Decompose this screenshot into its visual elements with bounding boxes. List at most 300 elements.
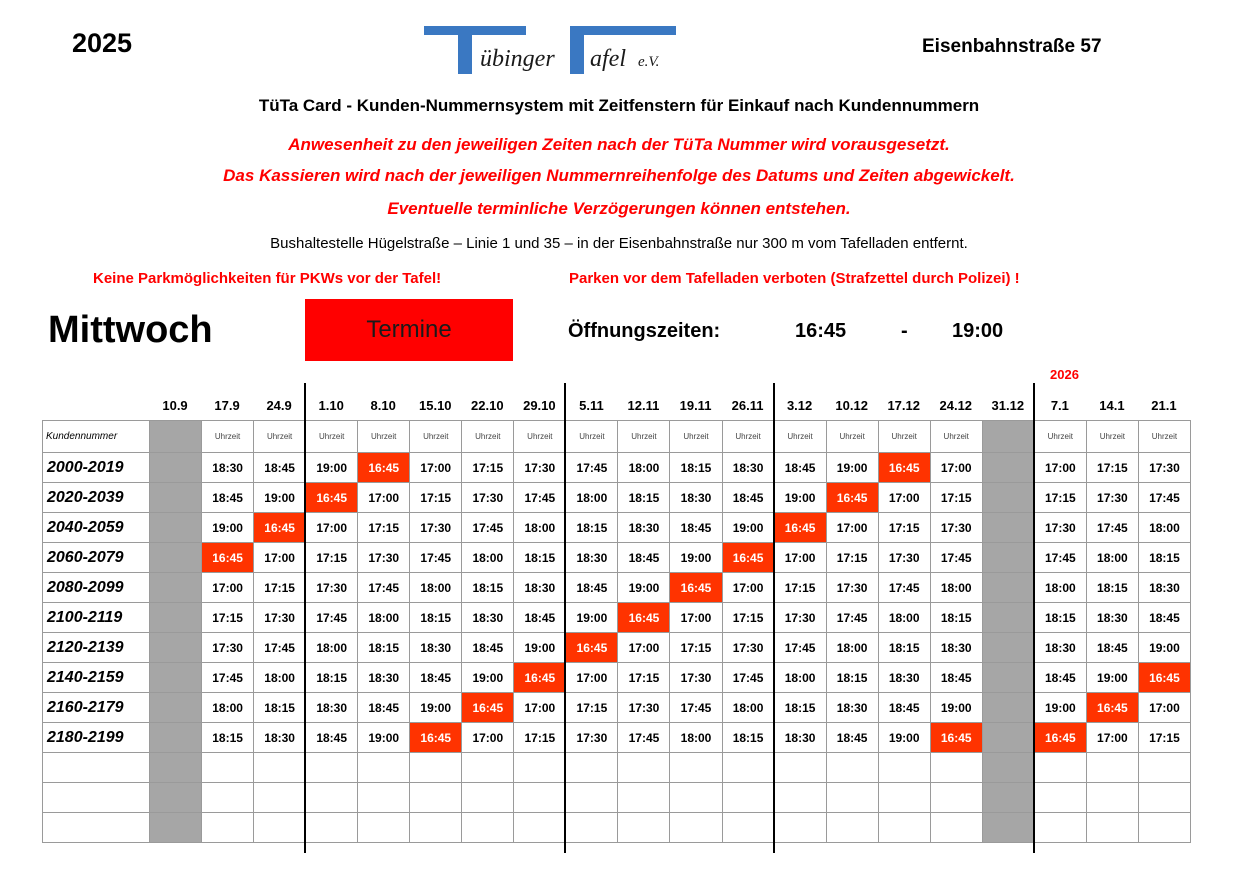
- time-column-header: Uhrzeit: [202, 421, 254, 453]
- time-cell: [410, 753, 462, 783]
- table-row: [43, 453, 1191, 483]
- date-header: 5.11: [579, 398, 604, 413]
- time-cell: 16:45: [722, 543, 774, 573]
- time-cell: 17:15: [774, 573, 826, 603]
- next-year-label: 2026: [1050, 367, 1079, 382]
- table-row: [43, 723, 1191, 753]
- time-cell: 17:30: [1086, 483, 1138, 513]
- time-cell: [254, 813, 306, 843]
- closed-cell: [150, 543, 202, 573]
- time-cell: 17:45: [670, 693, 722, 723]
- closed-cell: [150, 813, 202, 843]
- time-column-header: Uhrzeit: [462, 421, 514, 453]
- time-cell: [1086, 813, 1138, 843]
- time-cell: [1138, 783, 1190, 813]
- time-cell: 19:00: [514, 633, 566, 663]
- time-cell: [670, 783, 722, 813]
- time-cell: [306, 783, 358, 813]
- time-cell: 19:00: [930, 693, 982, 723]
- closed-cell: [982, 753, 1034, 783]
- time-column-header: Uhrzeit: [878, 421, 930, 453]
- customer-range: 2020-2039: [43, 483, 150, 513]
- time-cell: 17:30: [774, 603, 826, 633]
- date-header: 17.9: [214, 398, 240, 413]
- customer-range: 2160-2179: [43, 693, 150, 723]
- table-row: [43, 603, 1191, 633]
- time-cell: 18:30: [826, 693, 878, 723]
- time-cell: 17:15: [1086, 453, 1138, 483]
- time-cell: 17:15: [930, 483, 982, 513]
- table-row: [43, 813, 1191, 843]
- time-cell: 18:15: [826, 663, 878, 693]
- time-cell: 17:15: [566, 693, 618, 723]
- time-cell: 18:00: [670, 723, 722, 753]
- time-column-header: [150, 421, 202, 453]
- time-cell: 17:00: [774, 543, 826, 573]
- time-cell: [462, 813, 514, 843]
- time-column-header: Uhrzeit: [930, 421, 982, 453]
- time-cell: 17:30: [1138, 453, 1190, 483]
- time-cell: 18:30: [1034, 633, 1086, 663]
- time-cell: 17:00: [722, 573, 774, 603]
- time-cell: [254, 753, 306, 783]
- customer-range: 2140-2159: [43, 663, 150, 693]
- month-separator-line: [1033, 383, 1035, 853]
- time-cell: 18:30: [670, 483, 722, 513]
- time-cell: 18:45: [618, 543, 670, 573]
- time-cell: 17:30: [566, 723, 618, 753]
- time-cell: [774, 753, 826, 783]
- time-cell: [358, 783, 410, 813]
- time-cell: 17:00: [670, 603, 722, 633]
- date-header: 21.1: [1151, 398, 1177, 413]
- time-cell: 17:30: [462, 483, 514, 513]
- time-cell: 16:45: [774, 513, 826, 543]
- time-cell: [826, 783, 878, 813]
- time-cell: [358, 813, 410, 843]
- column-header-row: [43, 421, 1191, 453]
- time-cell: [1138, 753, 1190, 783]
- time-cell: 19:00: [670, 543, 722, 573]
- customer-range: 2000-2019: [43, 453, 150, 483]
- time-cell: [306, 813, 358, 843]
- table-row: [43, 783, 1191, 813]
- time-cell: 17:30: [306, 573, 358, 603]
- table-row: [43, 633, 1191, 663]
- time-cell: [1034, 813, 1086, 843]
- time-cell: [618, 783, 670, 813]
- table-row: [43, 543, 1191, 573]
- time-cell: 18:30: [358, 663, 410, 693]
- time-cell: 18:15: [1034, 603, 1086, 633]
- time-cell: 16:45: [1034, 723, 1086, 753]
- time-cell: 19:00: [1086, 663, 1138, 693]
- time-cell: 19:00: [618, 573, 670, 603]
- time-cell: 17:00: [462, 723, 514, 753]
- time-cell: 19:00: [566, 603, 618, 633]
- time-cell: [202, 783, 254, 813]
- time-cell: 18:45: [1086, 633, 1138, 663]
- date-header: 12.11: [627, 398, 660, 413]
- table-row: [43, 513, 1191, 543]
- time-cell: [1086, 753, 1138, 783]
- time-cell: 16:45: [358, 453, 410, 483]
- time-cell: [1086, 783, 1138, 813]
- time-cell: 17:00: [410, 453, 462, 483]
- time-cell: 18:30: [722, 453, 774, 483]
- weekday-title: Mittwoch: [48, 309, 213, 351]
- time-column-header: Uhrzeit: [358, 421, 410, 453]
- time-cell: 17:45: [878, 573, 930, 603]
- time-cell: 17:15: [1138, 723, 1190, 753]
- time-cell: 17:45: [254, 633, 306, 663]
- time-cell: 18:45: [306, 723, 358, 753]
- time-cell: 17:30: [618, 693, 670, 723]
- time-cell: 18:00: [722, 693, 774, 723]
- time-cell: 18:00: [774, 663, 826, 693]
- bus-info: Bushaltestelle Hügelstraße – Linie 1 und 35 – in der Eisenbahnstraße nur 300 m vom Tafelladen entfernt.: [270, 235, 968, 252]
- time-cell: 18:15: [254, 693, 306, 723]
- time-cell: 18:00: [1034, 573, 1086, 603]
- closed-cell: [982, 633, 1034, 663]
- time-column-header: Uhrzeit: [1138, 421, 1190, 453]
- time-column-header: Uhrzeit: [826, 421, 878, 453]
- svg-text:übinger: übinger: [480, 46, 555, 72]
- time-cell: 18:30: [1086, 603, 1138, 633]
- month-separator-line: [564, 383, 566, 853]
- closed-cell: [150, 663, 202, 693]
- time-cell: 17:45: [1034, 543, 1086, 573]
- table-row: [43, 483, 1191, 513]
- time-cell: 18:45: [930, 663, 982, 693]
- time-cell: [514, 783, 566, 813]
- time-cell: [722, 753, 774, 783]
- time-cell: 18:30: [462, 603, 514, 633]
- date-header: 31.12: [991, 398, 1025, 413]
- date-header: 8.10: [370, 398, 396, 413]
- time-cell: 17:00: [1138, 693, 1190, 723]
- time-cell: [514, 753, 566, 783]
- tuebinger-tafel-logo: [420, 20, 720, 78]
- notice-delays: Eventuelle terminliche Verzögerungen können entstehen.: [387, 199, 851, 218]
- time-cell: 18:00: [410, 573, 462, 603]
- closed-cell: [982, 543, 1034, 573]
- year-label: 2025: [72, 28, 133, 58]
- time-cell: 17:30: [410, 513, 462, 543]
- time-cell: 18:45: [826, 723, 878, 753]
- month-separator-line: [773, 383, 775, 853]
- customer-number-header: Kundennummer: [43, 421, 150, 453]
- time-cell: 17:30: [930, 513, 982, 543]
- opening-to: 19:00: [952, 320, 1004, 342]
- time-cell: 17:00: [514, 693, 566, 723]
- time-cell: 18:00: [566, 483, 618, 513]
- time-cell: 17:45: [306, 603, 358, 633]
- time-cell: 17:15: [254, 573, 306, 603]
- time-cell: 17:15: [722, 603, 774, 633]
- time-cell: [202, 813, 254, 843]
- time-cell: 18:30: [618, 513, 670, 543]
- time-cell: 17:45: [1086, 513, 1138, 543]
- time-cell: 16:45: [670, 573, 722, 603]
- date-header: 14.1: [1099, 398, 1125, 413]
- closed-cell: [982, 573, 1034, 603]
- closed-cell: [150, 633, 202, 663]
- table-row: [43, 573, 1191, 603]
- svg-text:e.V.: e.V.: [638, 54, 660, 70]
- time-cell: 17:00: [202, 573, 254, 603]
- time-cell: [930, 753, 982, 783]
- time-cell: [878, 753, 930, 783]
- time-cell: 17:15: [1034, 483, 1086, 513]
- time-cell: [566, 753, 618, 783]
- time-cell: 17:30: [202, 633, 254, 663]
- time-cell: 17:00: [1086, 723, 1138, 753]
- time-cell: 18:00: [1138, 513, 1190, 543]
- date-header: 26.11: [731, 398, 764, 413]
- time-cell: 18:15: [410, 603, 462, 633]
- time-cell: 19:00: [774, 483, 826, 513]
- date-header: 10.12: [835, 398, 868, 413]
- time-cell: 16:45: [202, 543, 254, 573]
- time-cell: [254, 783, 306, 813]
- time-cell: 18:00: [1086, 543, 1138, 573]
- time-cell: 19:00: [410, 693, 462, 723]
- time-cell: 18:45: [1138, 603, 1190, 633]
- parking-note-1: Keine Parkmöglichkeiten für PKWs vor der Tafel!: [93, 270, 442, 287]
- time-cell: 19:00: [1138, 633, 1190, 663]
- time-cell: 18:15: [670, 453, 722, 483]
- customer-range: 2040-2059: [43, 513, 150, 543]
- time-cell: [774, 783, 826, 813]
- time-column-header: Uhrzeit: [566, 421, 618, 453]
- time-column-header: Uhrzeit: [306, 421, 358, 453]
- time-cell: 17:15: [306, 543, 358, 573]
- time-cell: 17:30: [358, 543, 410, 573]
- time-cell: 16:45: [878, 453, 930, 483]
- time-cell: 18:30: [410, 633, 462, 663]
- opening-from: 16:45: [795, 320, 847, 342]
- closed-cell: [982, 783, 1034, 813]
- customer-range: 2080-2099: [43, 573, 150, 603]
- time-cell: 17:45: [722, 663, 774, 693]
- time-cell: 18:30: [566, 543, 618, 573]
- closed-cell: [150, 603, 202, 633]
- closed-cell: [150, 753, 202, 783]
- time-cell: 17:00: [566, 663, 618, 693]
- time-cell: 19:00: [826, 453, 878, 483]
- closed-cell: [982, 813, 1034, 843]
- time-cell: 18:30: [514, 573, 566, 603]
- time-cell: 17:15: [202, 603, 254, 633]
- time-cell: 18:45: [722, 483, 774, 513]
- time-cell: 19:00: [462, 663, 514, 693]
- time-cell: 18:00: [202, 693, 254, 723]
- time-cell: 17:15: [358, 513, 410, 543]
- closed-cell: [982, 663, 1034, 693]
- time-cell: 17:00: [618, 633, 670, 663]
- time-cell: 18:30: [1138, 573, 1190, 603]
- time-cell: 18:15: [1086, 573, 1138, 603]
- time-column-header: Uhrzeit: [514, 421, 566, 453]
- time-column-header: Uhrzeit: [1086, 421, 1138, 453]
- time-cell: 18:15: [514, 543, 566, 573]
- time-cell: 18:15: [774, 693, 826, 723]
- time-cell: 18:00: [878, 603, 930, 633]
- table-row: [43, 663, 1191, 693]
- closed-cell: [150, 693, 202, 723]
- time-cell: [1034, 753, 1086, 783]
- time-cell: 17:00: [826, 513, 878, 543]
- time-cell: 17:30: [878, 543, 930, 573]
- time-cell: 16:45: [514, 663, 566, 693]
- time-cell: 16:45: [462, 693, 514, 723]
- closed-cell: [982, 693, 1034, 723]
- time-cell: 19:00: [878, 723, 930, 753]
- time-cell: 16:45: [618, 603, 670, 633]
- date-header: 1.10: [318, 398, 344, 413]
- time-cell: 17:00: [254, 543, 306, 573]
- time-cell: 18:15: [618, 483, 670, 513]
- time-cell: 17:45: [930, 543, 982, 573]
- time-cell: 16:45: [254, 513, 306, 543]
- time-cell: 17:00: [1034, 453, 1086, 483]
- time-cell: 17:15: [618, 663, 670, 693]
- closed-cell: [150, 453, 202, 483]
- time-cell: [878, 813, 930, 843]
- address-label: Eisenbahnstraße 57: [922, 36, 1102, 57]
- time-cell: 18:45: [566, 573, 618, 603]
- time-column-header: Uhrzeit: [618, 421, 670, 453]
- closed-cell: [150, 723, 202, 753]
- parking-note-2: Parken vor dem Tafelladen verboten (Strafzettel durch Polizei) !: [569, 270, 1020, 287]
- time-cell: 18:45: [358, 693, 410, 723]
- time-column-header: Uhrzeit: [774, 421, 826, 453]
- time-cell: 18:15: [878, 633, 930, 663]
- time-cell: 17:00: [930, 453, 982, 483]
- time-cell: 17:30: [254, 603, 306, 633]
- time-cell: 18:15: [930, 603, 982, 633]
- time-cell: 16:45: [1138, 663, 1190, 693]
- time-cell: 18:45: [670, 513, 722, 543]
- time-cell: 18:00: [306, 633, 358, 663]
- time-cell: [1138, 813, 1190, 843]
- date-header: 24.9: [266, 398, 292, 413]
- closed-cell: [982, 723, 1034, 753]
- time-cell: 16:45: [410, 723, 462, 753]
- time-cell: 18:15: [358, 633, 410, 663]
- time-cell: 17:45: [410, 543, 462, 573]
- time-cell: [670, 753, 722, 783]
- time-cell: 17:15: [410, 483, 462, 513]
- closed-cell: [982, 603, 1034, 633]
- time-cell: 17:45: [202, 663, 254, 693]
- time-cell: 18:30: [930, 633, 982, 663]
- time-cell: 19:00: [306, 453, 358, 483]
- time-column-header: Uhrzeit: [410, 421, 462, 453]
- time-cell: [410, 783, 462, 813]
- time-cell: [462, 783, 514, 813]
- time-cell: [566, 783, 618, 813]
- date-header: 15.10: [419, 398, 452, 413]
- time-cell: [306, 753, 358, 783]
- time-cell: 18:45: [878, 693, 930, 723]
- opening-label: Öffnungszeiten:: [568, 320, 721, 342]
- time-cell: 19:00: [202, 513, 254, 543]
- time-cell: [514, 813, 566, 843]
- schedule-table: [42, 420, 1191, 843]
- time-cell: 17:15: [878, 513, 930, 543]
- time-cell: 18:30: [774, 723, 826, 753]
- time-cell: 18:45: [254, 453, 306, 483]
- card-title: TüTa Card - Kunden-Nummernsystem mit Zeitfenstern für Einkauf nach Kundennummern: [258, 96, 980, 115]
- time-cell: [358, 753, 410, 783]
- time-cell: 18:15: [566, 513, 618, 543]
- notice-checkout: Das Kassieren wird nach der jeweiligen Nummernreihenfolge des Datums und Zeiten abgewickelt.: [223, 166, 1015, 185]
- time-cell: [774, 813, 826, 843]
- time-cell: 17:45: [566, 453, 618, 483]
- time-cell: 17:15: [670, 633, 722, 663]
- time-cell: [618, 813, 670, 843]
- time-cell: 18:30: [878, 663, 930, 693]
- closed-cell: [150, 783, 202, 813]
- date-header: 19.11: [679, 398, 712, 413]
- time-cell: 17:45: [358, 573, 410, 603]
- time-cell: 17:45: [618, 723, 670, 753]
- time-cell: 18:00: [618, 453, 670, 483]
- time-cell: 17:30: [722, 633, 774, 663]
- closed-cell: [150, 573, 202, 603]
- time-cell: 16:45: [826, 483, 878, 513]
- opening-dash: -: [901, 320, 908, 342]
- time-cell: 19:00: [254, 483, 306, 513]
- table-row: [43, 753, 1191, 783]
- time-column-header: Uhrzeit: [254, 421, 306, 453]
- time-cell: 18:00: [514, 513, 566, 543]
- time-cell: 16:45: [566, 633, 618, 663]
- date-header: 22.10: [471, 398, 504, 413]
- time-cell: 16:45: [306, 483, 358, 513]
- time-column-header: Uhrzeit: [1034, 421, 1086, 453]
- customer-range: [43, 753, 150, 783]
- time-cell: [930, 783, 982, 813]
- time-cell: [878, 783, 930, 813]
- time-cell: [826, 813, 878, 843]
- customer-range: 2120-2139: [43, 633, 150, 663]
- time-cell: 17:45: [826, 603, 878, 633]
- customer-range: 2100-2119: [43, 603, 150, 633]
- date-header: 10.9: [162, 398, 188, 413]
- notice-attendance: Anwesenheit zu den jeweiligen Zeiten nach der TüTa Nummer wird vorausgesetzt.: [288, 135, 950, 154]
- time-cell: [670, 813, 722, 843]
- time-cell: 17:00: [306, 513, 358, 543]
- time-cell: 16:45: [930, 723, 982, 753]
- time-cell: 18:30: [306, 693, 358, 723]
- time-cell: 18:00: [826, 633, 878, 663]
- time-cell: [410, 813, 462, 843]
- time-cell: 18:45: [1034, 663, 1086, 693]
- time-cell: 18:00: [462, 543, 514, 573]
- time-cell: [1034, 783, 1086, 813]
- time-cell: 17:30: [670, 663, 722, 693]
- time-cell: 17:15: [514, 723, 566, 753]
- time-cell: 18:15: [462, 573, 514, 603]
- time-cell: 19:00: [722, 513, 774, 543]
- time-cell: 17:45: [514, 483, 566, 513]
- time-column-header: Uhrzeit: [670, 421, 722, 453]
- time-cell: 18:45: [202, 483, 254, 513]
- time-cell: 17:30: [514, 453, 566, 483]
